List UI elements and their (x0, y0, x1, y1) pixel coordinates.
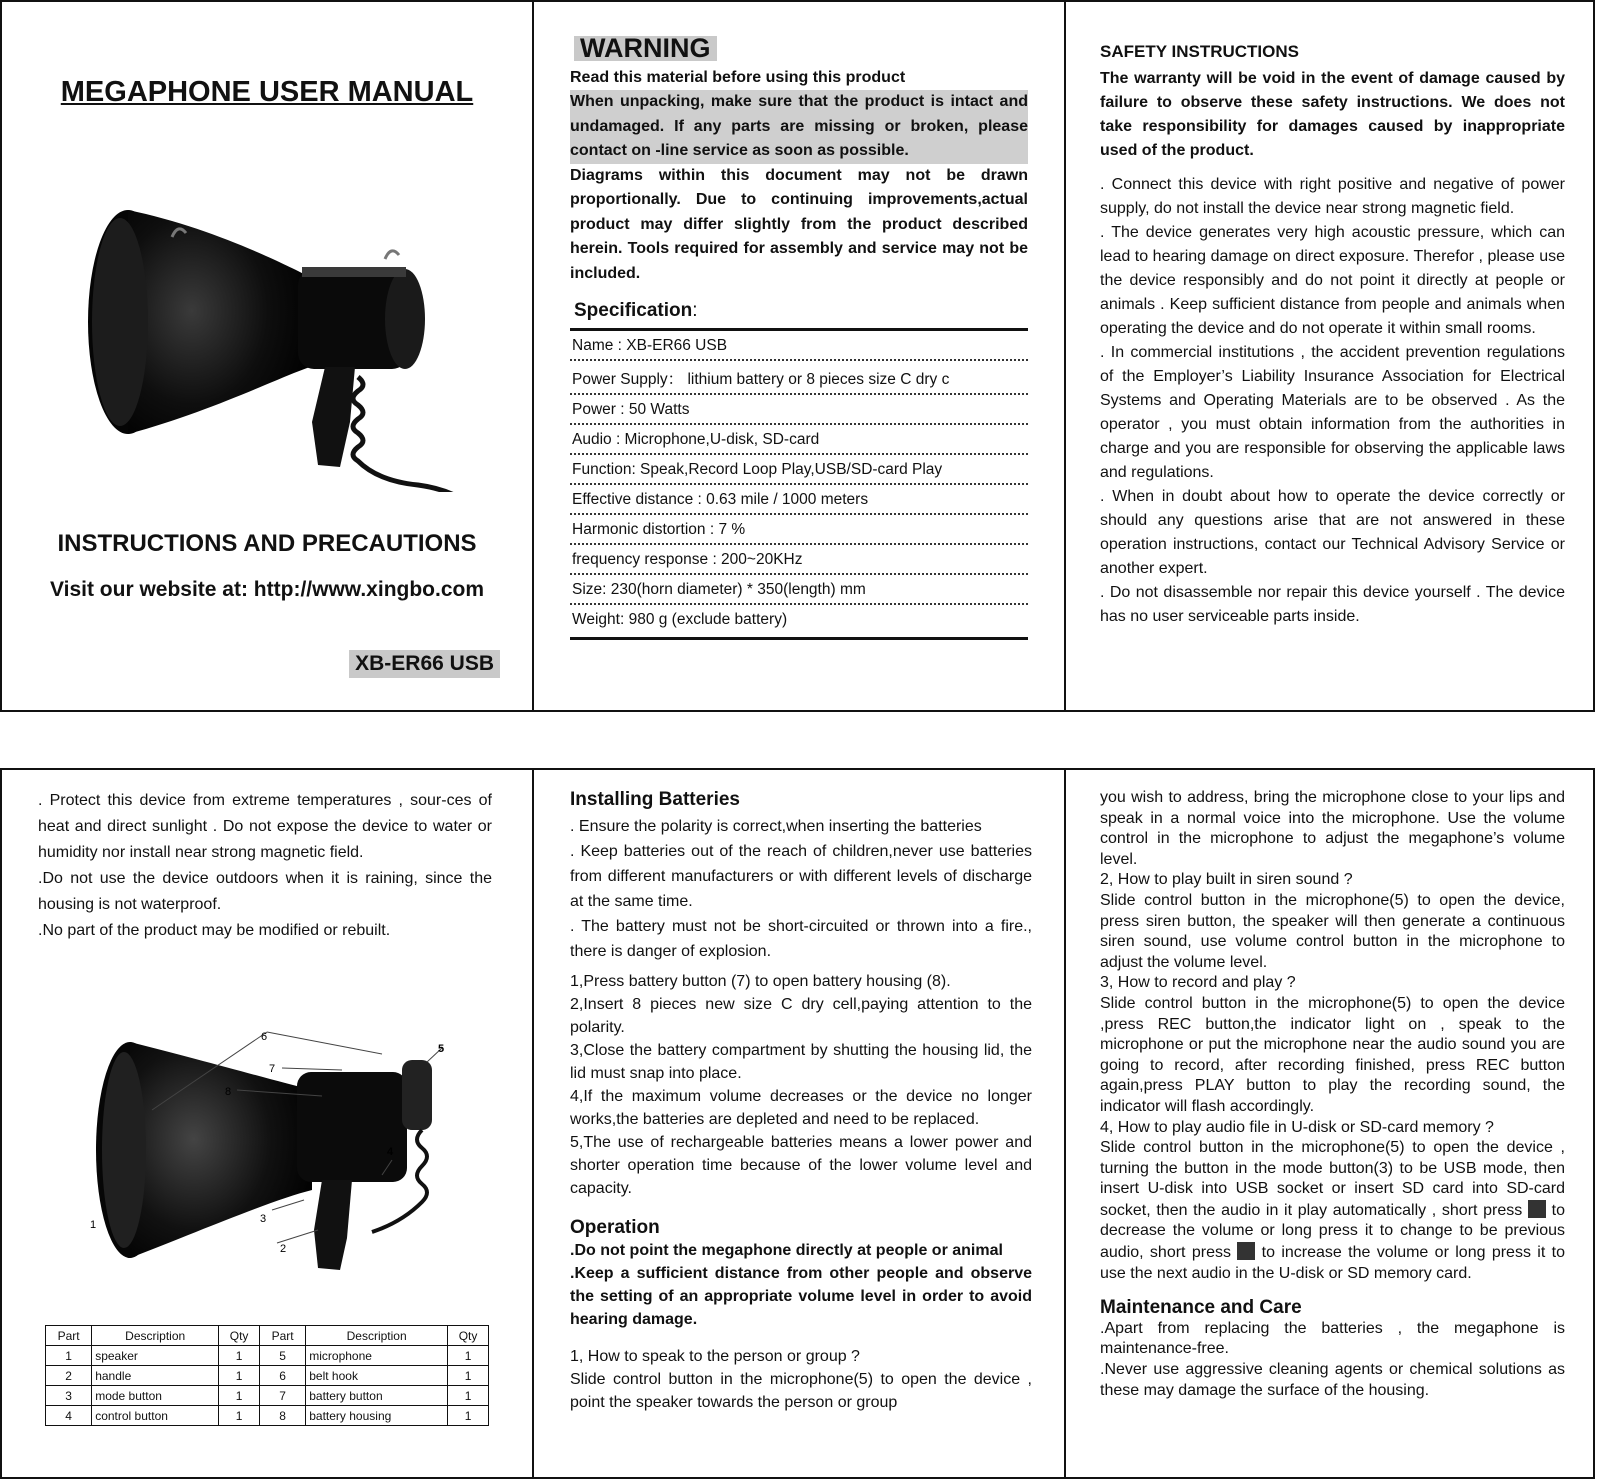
table-cell: handle (92, 1366, 219, 1386)
table-cell: 5 (260, 1346, 306, 1366)
operation-warning: .Keep a sufficient distance from other people and observe the setting of an appropriate volume level in order to avoid hearing damage. (570, 1265, 1032, 1328)
top-sheet (0, 0, 1595, 712)
table-header: Part (46, 1326, 92, 1346)
table-cell: 1 (448, 1406, 489, 1426)
battery-note: . Ensure the polarity is correct,when inserting the batteries (570, 818, 982, 835)
diagram-label-6: 6 (261, 1031, 268, 1043)
spec-list (570, 331, 1028, 640)
operation-answer: you wish to address, bring the microphone close to your lips and speak in a normal voice into the microphone. Use the volume control in the microphone to adjust the megaphone’s volume level. (1100, 789, 1565, 868)
diagram-label-5: 5 (438, 1043, 445, 1055)
safety-heading: SAFETY INSTRUCTIONS (1100, 42, 1299, 61)
protect-item: . Protect this device from extreme temperatures , sour-ces of heat and direct sunlight . Do not expose the device to water or humidity nor install near strong magnetic field. (38, 792, 492, 861)
spec-row: Power Supply： lithium battery or 8 pieces size C dry c (570, 361, 1028, 395)
warning-intro: Read this material before using this product (570, 68, 906, 86)
safety-item: . Do not disassemble nor repair this device yourself . The device has no user serviceable parts inside. (1100, 584, 1565, 625)
spec-row: frequency response : 200~20KHz (570, 545, 1028, 575)
batteries-heading: Installing Batteries (570, 789, 740, 810)
table-header: Description (306, 1326, 448, 1346)
table-header: Description (92, 1326, 219, 1346)
model-badge: XB-ER66 USB (349, 650, 500, 678)
spec-title: Specification (574, 300, 693, 321)
table-header: Qty (448, 1326, 489, 1346)
table-header: Qty (219, 1326, 260, 1346)
operation-answer-part: to decrease the volume or long press it to change to be previous audio, short press (1100, 1201, 1566, 1262)
safety-item: . The device generates very high acoustic pressure, which can lead to hearing damage on direct exposure. Therefor , please use the device responsibly and do not point it directly at people or animals . Keep sufficient distance from people and animals when operating the device and do not operate it within small rooms. (1100, 224, 1565, 337)
operation-answer: Slide control button in the microphone(5) to open the device ,press REC button,the indicator light on , speak to the microphone or put the microphone near the audio sound you are going to record, after recording finished, press REC button again,press PLAY button to play the recording sound, the indicator will flash accordingly. (1100, 994, 1565, 1115)
spec-row: Name : XB-ER66 USB (570, 331, 1028, 361)
operation-warning: .Do not point the megaphone directly at people or animal (570, 1242, 1003, 1259)
battery-note: . The battery must not be short-circuited or thrown into a fire., there is danger of explosion. (570, 918, 1032, 960)
table-header: Part (260, 1326, 306, 1346)
cover-panel (2, 2, 534, 710)
battery-step: 5,The use of rechargeable batteries means a lower power and shorter operation time because of the lower volume level and capacity. (570, 1134, 1032, 1197)
table-cell: belt hook (306, 1366, 448, 1386)
table-cell: 1 (448, 1346, 489, 1366)
table-cell: 1 (219, 1366, 260, 1386)
diagram-label-3: 3 (260, 1213, 267, 1225)
diagram-label-2: 2 (280, 1243, 287, 1255)
battery-step: 1,Press battery button (7) to open battery housing (8). (570, 973, 951, 990)
table-cell: microphone (306, 1346, 448, 1366)
battery-note: . Keep batteries out of the reach of children,never use batteries from different manufacturers or with different levels of discharge at the same time. (570, 843, 1032, 910)
maintenance-item: .Apart from replacing the batteries , the megaphone is maintenance-free. (1100, 1319, 1565, 1358)
diagram-label-4: 4 (387, 1146, 394, 1158)
table-header-row (46, 1326, 489, 1346)
batteries-panel (534, 770, 1066, 1477)
warning-body: Diagrams within this document may not be drawn proportionally. Due to continuing improvements,actual product may differ slightly from the product described herein. Tools required for assembly and service may not be included. (570, 166, 1028, 282)
parts-panel (2, 770, 534, 1477)
operation-question: 3, How to record and play ? (1100, 974, 1296, 992)
table-cell: 1 (46, 1346, 92, 1366)
parts-diagram (82, 1000, 482, 1275)
table-row (46, 1366, 489, 1386)
instructions-subtitle: INSTRUCTIONS AND PRECAUTIONS (57, 530, 477, 557)
diagram-label-8: 8 (225, 1086, 232, 1098)
website-link[interactable]: Visit our website at: http://www.xingbo.com (49, 578, 485, 601)
table-cell: 3 (46, 1386, 92, 1406)
protect-item: .Do not use the device outdoors when it is raining, since the housing is not waterproof. (38, 870, 492, 913)
spec-row: Weight: 980 g (exclude battery) (570, 605, 1028, 640)
operation-answer: Slide control button in the microphone(5) to open the device , point the speaker towards the person or group (570, 1371, 1032, 1411)
operation-answer: Slide control button in the microphone(5) to open the device, press siren button, the speaker will then generate a continuous siren sound, use volume control button in the microphone to adjust the volume level. (1100, 891, 1565, 971)
operation-answer-part: to increase the volume or long press it to use the next audio in the U-disk or SD memory card. (1100, 1244, 1565, 1282)
manual-title: MEGAPHONE USER MANUAL (60, 76, 474, 108)
table-cell: 1 (448, 1366, 489, 1386)
diagram-label-7: 7 (269, 1063, 276, 1075)
spec-row: Harmonic distortion : 7 % (570, 515, 1028, 545)
battery-step: 4,If the maximum volume decreases or the device no longer works,the batteries are depleted and need to be replaced. (570, 1088, 1032, 1128)
spec-row: Function: Speak,Record Loop Play,USB/SD-card Play (570, 455, 1028, 485)
table-cell: battery housing (306, 1406, 448, 1426)
spec-row: Audio : Microphone,U-disk, SD-card (570, 425, 1028, 455)
megaphone-photo (80, 207, 470, 492)
spec-row: Size: 230(horn diameter) * 350(length) mm (570, 575, 1028, 605)
bottom-sheet (0, 768, 1595, 1479)
volume-up-icon (1237, 1242, 1255, 1260)
table-cell: 1 (219, 1406, 260, 1426)
warning-heading: WARNING (574, 36, 717, 61)
safety-item: . Connect this device with right positive and negative of power supply, do not install the device near strong magnetic field. (1100, 176, 1565, 217)
spec-row: Effective distance : 0.63 mile / 1000 meters (570, 485, 1028, 515)
operation-question: 4, How to play audio file in U-disk or SD-card memory ? (1100, 1118, 1494, 1136)
volume-down-icon (1528, 1200, 1546, 1218)
operation-answer-part: Slide control button in the microphone(5) to open the device , turning the button in the mode button(3) to be USB mode, then insert U-disk into USB socket or insert SD card into SD-card socket, then the audio in it play automatically , short press (1100, 1139, 1565, 1219)
table-cell: 6 (260, 1366, 306, 1386)
table-cell: battery button (306, 1386, 448, 1406)
table-cell: 8 (260, 1406, 306, 1426)
safety-item: . When in doubt about how to operate the device correctly or should any questions arise that are not answered in these operation instructions, contact our Technical Advisory Service or another expert. (1100, 488, 1565, 577)
diagram-label-1: 1 (90, 1219, 97, 1231)
table-cell: control button (92, 1406, 219, 1426)
safety-item: . In commercial institutions , the accident prevention regulations of the Employer’s Liability Insurance Association for Electrical Systems and Operating Materials are to be observed . As the operator , you must obtain information from the authorities in charge and you are responsible for observing the applicable laws and regulations. (1100, 344, 1565, 481)
table-cell: 4 (46, 1406, 92, 1426)
safety-warranty: The warranty will be void in the event of damage caused by failure to observe these safety instructions. We does not take responsibility for damages caused by inappropriate used of the product. (1100, 70, 1565, 159)
table-cell: 1 (219, 1386, 260, 1406)
parts-table (45, 1325, 489, 1426)
operation-question: 1, How to speak to the person or group ? (570, 1348, 860, 1365)
table-cell: speaker (92, 1346, 219, 1366)
spec-row: Power : 50 Watts (570, 395, 1028, 425)
warning-panel: WARNING Read this material before using this product When unpacking, make sure that the product is intact and undamaged. If any parts are missing or broken, please contact on -line service as soon as possible. Diagrams within this document may not be drawn proportionally. Due to continuing improvements,actual product may differ slightly from the product described herein. Tools required for assembly and service may not be included. Specification: Name : XB-ER66 USB Power Supply： lithium battery or 8 pieces size C dry c Power : 50 Watts Audio : Microphone,U-disk, SD-card Function: Speak,Record Loop Play,USB/SD-card Play Effective distance : 0.63 mile / 1000 meters Harmonic distortion : 7 % frequency response : 200~20KHz Size: 230(horn diameter) * 350(length) mm Weight: 980 g (exclude battery) (534, 2, 1066, 710)
table-cell: 2 (46, 1366, 92, 1386)
safety-panel (1066, 2, 1597, 710)
maintenance-item: .Never use aggressive cleaning agents or chemical solutions as these may damage the surface of the housing. (1100, 1361, 1565, 1399)
table-row (46, 1406, 489, 1426)
table-cell: 7 (260, 1386, 306, 1406)
operation-panel (1066, 770, 1597, 1477)
maintenance-heading: Maintenance and Care (1100, 1297, 1302, 1319)
battery-step: 3,Close the battery compartment by shutting the housing lid, the lid must snap into place. (570, 1042, 1032, 1082)
table-cell: 1 (448, 1386, 489, 1406)
warning-highlight: When unpacking, make sure that the product is intact and undamaged. If any parts are missing or broken, please contact on -line service as soon as possible. (570, 90, 1028, 164)
operation-answer-4 (1100, 1138, 1565, 1284)
table-cell: mode button (92, 1386, 219, 1406)
table-row (46, 1346, 489, 1366)
table-cell: 1 (219, 1346, 260, 1366)
table-row (46, 1386, 489, 1406)
operation-heading: Operation (570, 1217, 660, 1238)
protect-item: .No part of the product may be modified or rebuilt. (38, 922, 391, 939)
battery-step: 2,Insert 8 pieces new size C dry cell,paying attention to the polarity. (570, 996, 1032, 1036)
operation-question: 2, How to play built in siren sound ? (1100, 871, 1353, 889)
